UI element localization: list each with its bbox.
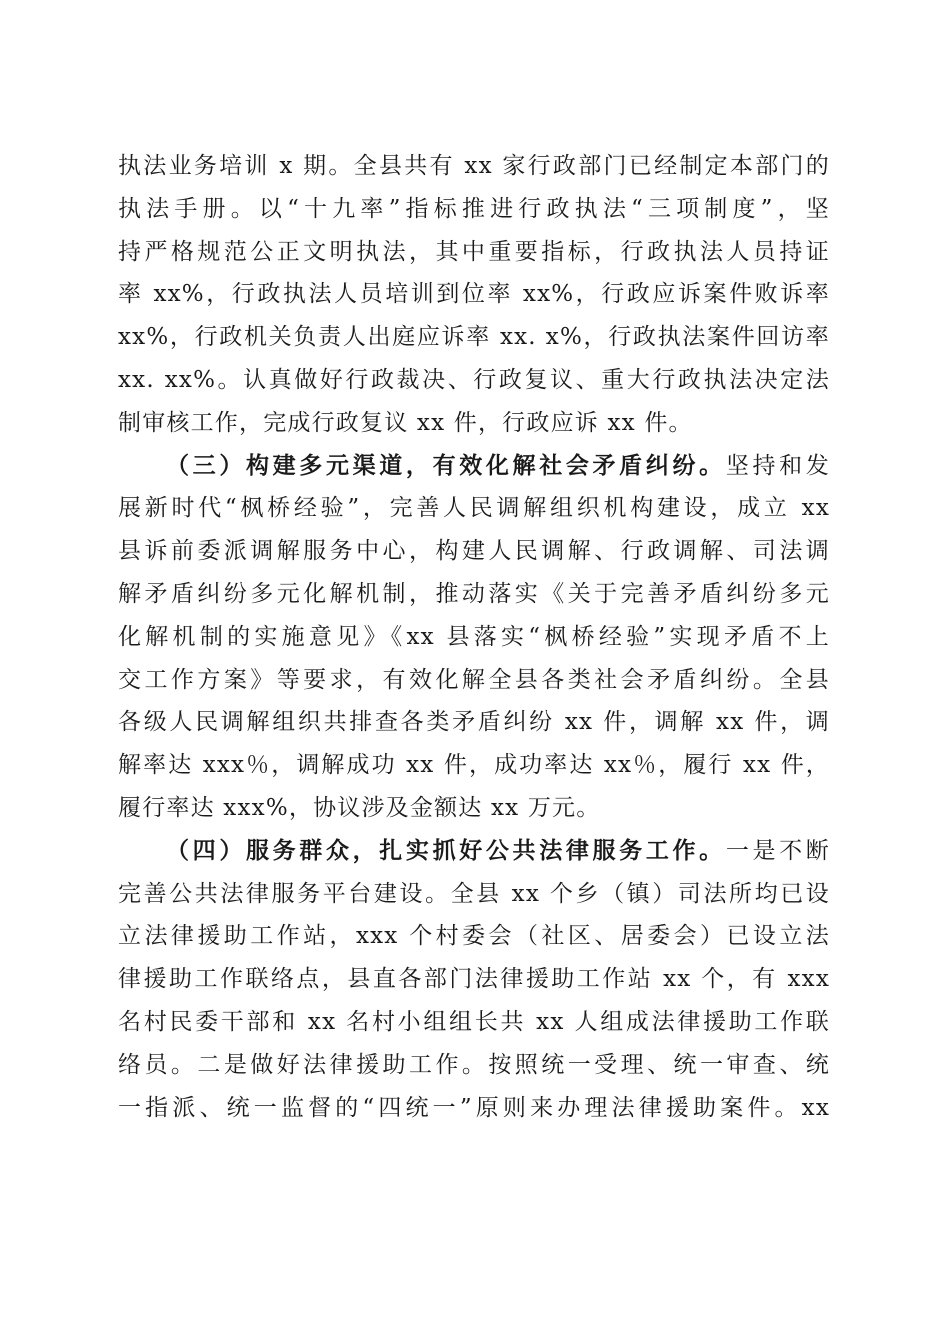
text-line: 完善公共法律服务平台建设。全县 xx 个乡（镇）司法所均已设 (118, 880, 830, 907)
text-line: 制审核工作，完成行政复议 xx 件，行政应诉 xx 件。 (118, 409, 693, 436)
text-line: 络员。二是做好法律援助工作。按照统一受理、统一审查、统 (118, 1051, 830, 1078)
text-line: 履行率达 xxx%，协议涉及金额达 xx 万元。 (118, 794, 601, 821)
text-line: 交工作方案》等要求，有效化解全县各类社会矛盾纠纷。全县 (118, 666, 830, 693)
text-line: 名村民委干部和 xx 名村小组组长共 xx 人组成法律援助工作联 (118, 1008, 830, 1035)
text-line: xx. xx%。认真做好行政裁决、行政复议、重大行政执法决定法 (118, 366, 830, 393)
text-line: 一指派、统一监督的“四统一”原则来办理法律援助案件。xx (118, 1094, 830, 1121)
text-line: 律援助工作联络点，县直各部门法律援助工作站 xx 个，有 xxx (118, 966, 830, 993)
text-line: 解率达 xxx％，调解成功 xx 件，成功率达 xx％，履行 xx 件， (118, 752, 830, 779)
body-text (118, 145, 830, 1129)
text-line: 率 xx%，行政执法人员培训到位率 xx%，行政应诉案件败诉率 (118, 281, 830, 308)
paragraph-first-line (118, 445, 830, 488)
text-line: 持严格规范公正文明执法，其中重要指标，行政执法人员持证 (118, 238, 830, 265)
text-line: 县诉前委派调解服务中心，构建人民调解、行政调解、司法调 (118, 538, 830, 565)
paragraph-3 (118, 830, 830, 1130)
text-line: 执法手册。以“十九率”指标推进行政执法“三项制度”，坚 (118, 195, 830, 222)
text-line: 化解机制的实施意见》《xx 县落实“枫桥经验”实现矛盾不上 (118, 623, 830, 650)
text-span: 坚持和发 (725, 452, 830, 479)
paragraph-1 (118, 145, 830, 445)
paragraph-2 (118, 445, 830, 830)
text-line: 立法律援助工作站，xxx 个村委会（社区、居委会）已设立法 (118, 923, 830, 950)
section-heading-3: （三）构建多元渠道，有效化解社会矛盾纠纷。 (166, 451, 726, 479)
text-span: 一是不断 (725, 837, 830, 864)
section-heading-4: （四）服务群众，扎实抓好公共法律服务工作。 (166, 836, 726, 864)
text-line: 解矛盾纠纷多元化解机制，推动落实《关于完善矛盾纠纷多元 (118, 580, 830, 607)
text-line: 各级人民调解组织共排查各类矛盾纠纷 xx 件，调解 xx 件，调 (118, 709, 830, 736)
text-line: 展新时代“枫桥经验”，完善人民调解组织机构建设，成立 xx (118, 495, 830, 522)
paragraph-first-line (118, 830, 830, 873)
text-line: xx%，行政机关负责人出庭应诉率 xx. x%，行政执法案件回访率 (118, 324, 830, 351)
text-line: 执法业务培训 x 期。全县共有 xx 家行政部门已经制定本部门的 (118, 153, 830, 179)
